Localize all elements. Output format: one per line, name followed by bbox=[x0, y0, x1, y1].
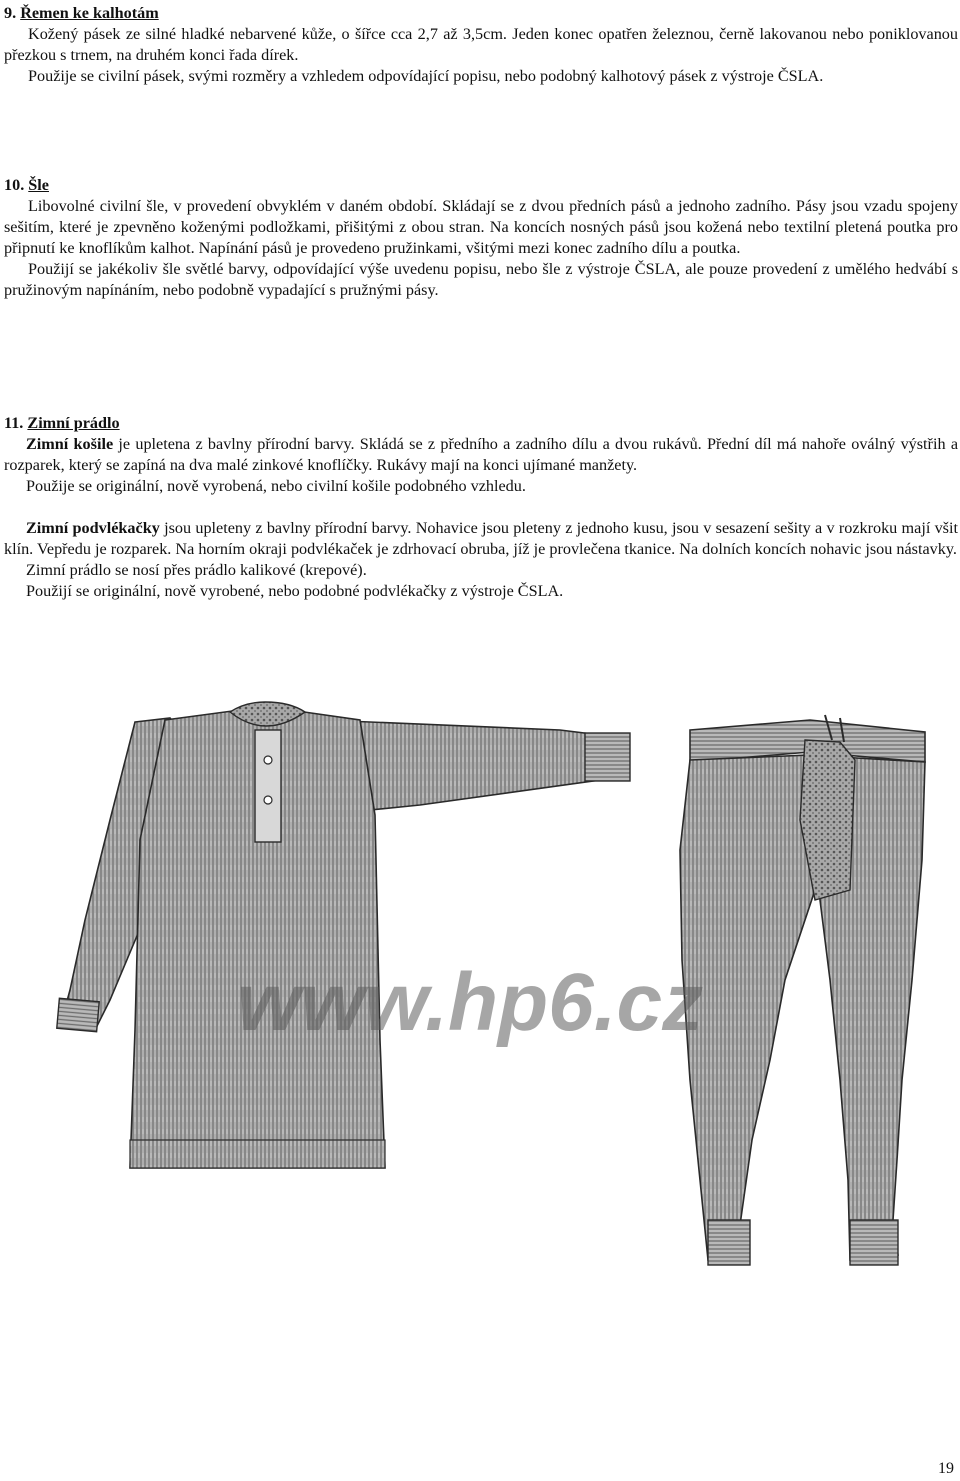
section-number: 10. bbox=[4, 176, 25, 194]
paragraph: Použijí se originální, nově vyrobené, nebo podobné podvlékačky z výstroje ČSLA. bbox=[26, 582, 564, 600]
section-title: Zimní prádlo bbox=[27, 414, 120, 432]
shirt-button bbox=[264, 796, 272, 804]
paragraph: Zimní prádlo se nosí přes prádlo kalikové (krepové). bbox=[26, 561, 367, 579]
watermark: www.hp6.cz bbox=[236, 957, 704, 1048]
underwear-illustration bbox=[40, 700, 930, 1360]
winter-shirt-drawing bbox=[57, 702, 630, 1168]
paragraph-text: je upletena z bavlny přírodní barvy. Skládá se z předního a zadního dílu a dvou rukávů. Přední díl má nahoře oválný výstřih a rozparek, který se zapíná na dva malé zinkové knoflíčky. Rukávy mají na konci ujímané manžety. bbox=[4, 435, 958, 474]
winter-underpants-drawing bbox=[680, 715, 925, 1265]
underpants-right-ankle-cuff bbox=[850, 1220, 898, 1265]
paragraph: Použijí se jakékoliv šle světlé barvy, odpovídající výše uvedenu popisu, nebo šle z výstroje ČSLA, ale pouze provedení z umělého hedvábí s pružinovým napínáním, nebo podobně vypadající s pružnými pásy. bbox=[4, 260, 958, 299]
shirt-button bbox=[264, 756, 272, 764]
section-winter-underwear bbox=[4, 413, 958, 602]
section-number: 9. bbox=[4, 4, 17, 22]
paragraph-text: jsou upleteny z bavlny přírodní barvy. Nohavice jsou pleteny z jednoho kusu, jsou v sesazení sešity a v rozkroku mají všit klín. Vepředu je rozparek. Na horním okraji podvlékaček je zdrhovací obruba, jíž je provlečena tkanice. Na dolních koncích nohavic jsou nástavky. bbox=[4, 519, 958, 558]
section-belt bbox=[4, 3, 958, 87]
term: Zimní košile bbox=[26, 435, 114, 453]
shirt-left-cuff bbox=[57, 998, 99, 1031]
section-suspenders bbox=[4, 175, 958, 301]
section-title: Šle bbox=[28, 176, 49, 194]
section-number: 11. bbox=[4, 414, 24, 432]
paragraph: Použije se originální, nově vyrobená, nebo civilní košile podobného vzhledu. bbox=[26, 477, 526, 495]
shirt-right-cuff bbox=[585, 733, 630, 781]
term: Zimní podvlékačky bbox=[26, 519, 160, 537]
paragraph: Libovolné civilní šle, v provedení obvyklém v daném období. Skládají se z dvou předních pásů a jednoho zadního. Pásy jsou vzadu spojeny sešitím, které je zpevněno koženými podložkami, přišitými z obou stran. Na koncích nosných pásů jsou kožená nebo textilní pletená poutka pro připnutí ke knoflíkům kalhot. Napínání pásů je provedeno pružinkami, všitými mezi konec zadního dílu a poutka. bbox=[4, 197, 958, 257]
section-title: Řemen ke kalhotám bbox=[20, 4, 159, 22]
section-heading bbox=[4, 3, 958, 24]
underpants-left-ankle-cuff bbox=[708, 1220, 750, 1265]
shirt-placket bbox=[255, 730, 281, 842]
page-number: 19 bbox=[938, 1460, 954, 1477]
paragraph: Použije se civilní pásek, svými rozměry a vzhledem odpovídající popisu, nebo podobný kalhotový pásek z výstroje ČSLA. bbox=[28, 67, 824, 85]
section-heading bbox=[4, 175, 958, 196]
section-heading bbox=[4, 413, 958, 434]
shirt-hem bbox=[130, 1140, 385, 1168]
paragraph bbox=[4, 434, 958, 476]
paragraph: Kožený pásek ze silné hladké nebarvené kůže, o šířce cca 2,7 až 3,5cm. Jeden konec opatřen železnou, černě lakovanou nebo poniklovanou přezkou s trnem, na druhém konci řada dírek. bbox=[4, 25, 958, 64]
paragraph bbox=[4, 518, 958, 560]
